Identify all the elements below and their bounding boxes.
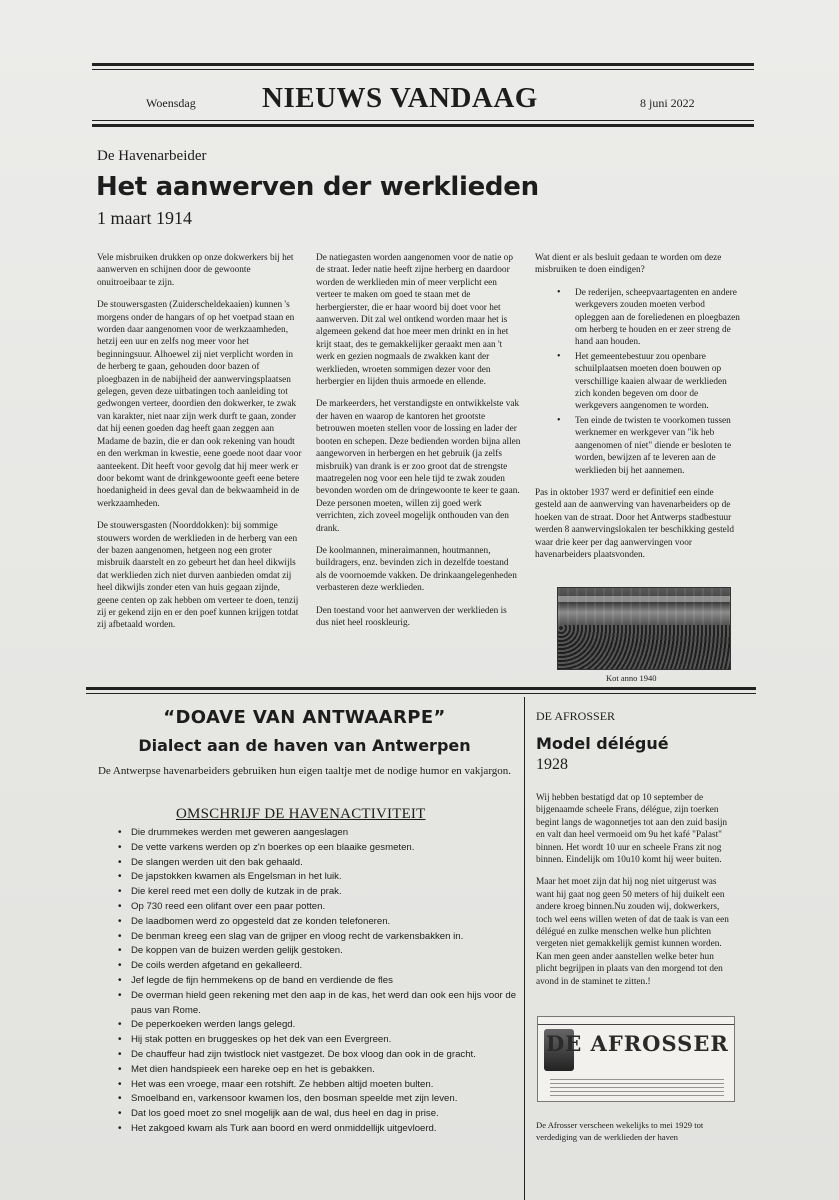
afrosser-title: Model délégué bbox=[536, 734, 669, 753]
list-item: • Hij stak potten en bruggeskes op het dek van een Evergreen. bbox=[117, 1033, 517, 1048]
masthead-date: 8 juni 2022 bbox=[640, 96, 695, 110]
article-column-1 bbox=[97, 252, 302, 642]
list-item: • De vette varkens werden op z'n boerkes op een blaaike gesmeten. bbox=[117, 841, 517, 856]
article-section: De Havenarbeider bbox=[97, 148, 207, 164]
list-item: • De slangen werden uit den bak gehaald. bbox=[117, 856, 517, 871]
section-rule-thin bbox=[86, 693, 756, 694]
afrosser-label: DE AFROSSER bbox=[536, 709, 616, 723]
logo-lettering: DE AFROSSER bbox=[546, 1031, 729, 1056]
logo-fine-print bbox=[550, 1079, 724, 1097]
conclusion-list bbox=[535, 287, 741, 477]
article-headline: Het aanwerven der werklieden bbox=[96, 172, 539, 202]
list-item: • Het zakgoed kwam als Turk aan boord en werd onmiddellijk uitgevloerd. bbox=[117, 1122, 517, 1137]
list-item: • Ten einde de twisten te voorkomen tussen werknemer en werkgever van "ik heb aangenomen of niet" diende er besloten te worden, bewijzen af te leveren aan de werklieden bij het aannemen. bbox=[535, 415, 741, 477]
list-item: • Het was een vroege, maar een rotshift. Ze hebben altijd moeten bulten. bbox=[117, 1078, 517, 1093]
list-item: • Smoelband en, varkensoor kwamen los, den bosman speelde met zijn leven. bbox=[117, 1092, 517, 1107]
paragraph: Wat dient er als besluit gedaan te worden om deze misbruiken te doen eindigen? bbox=[535, 253, 722, 276]
masthead-title: NIEUWS VANDAAG bbox=[262, 82, 538, 114]
warehouse-photo bbox=[557, 587, 731, 670]
article-date: 1 maart 1914 bbox=[97, 208, 192, 228]
list-item: • De japstokken kwamen als Engelsman in het luik. bbox=[117, 870, 517, 885]
afrosser-year: 1928 bbox=[536, 756, 568, 773]
list-item: • De laadbomen werd zo opgesteld dat ze konden telefoneren. bbox=[117, 915, 517, 930]
paragraph: Pas in oktober 1937 werd er definitief een einde gesteld aan de aanwerving van havenarbeiders op de hoeken van de straat. Door het Antwerps stadbestuur werden 8 aanwervingslokalen ter beschikking gesteld waar drie keer per dag aanwervingen voor havenarbeiders plaatsvonden. bbox=[535, 487, 735, 560]
section-rule bbox=[86, 687, 756, 690]
masthead-rule-top-thin bbox=[92, 69, 754, 70]
column-divider bbox=[524, 697, 525, 1200]
list-item: • De benman kreeg een slag van de grijper en vloog recht de varkensbakken in. bbox=[117, 930, 517, 945]
list-item: • De koppen van de buizen werden gelijk gestoken. bbox=[117, 944, 517, 959]
list-item: • Het gemeentebestuur zou openbare schuilplaatsen moeten doen bouwen op verschillige kaaien alwaar de werklieden zich konden begeven om door de werkgevers aangenomen te worden. bbox=[535, 351, 741, 413]
list-item: • Jef legde de fijn hemmekens op de band en verdiende de fles bbox=[117, 974, 517, 989]
list-item: • Op 730 reed een olifant over een paar potten. bbox=[117, 900, 517, 915]
afrosser-logo-image bbox=[537, 1016, 735, 1102]
paragraph: De koolmannen, mineraimannen, houtmannen, buildragers, enz. bevinden zich in dezelfde toestand als de voornoemde vakken. De drinkaangelegenheden verbasteren deze werklieden. bbox=[316, 545, 517, 594]
list-item: • De chauffeur had zijn twistlock niet vastgezet. De box vloog dan ook in de gracht. bbox=[117, 1048, 517, 1063]
paragraph: Vele misbruiken drukken op onze dokwerkers bij het aanwerven en schijnen door de gewoonte onuitroeibaar te zijn. bbox=[97, 253, 294, 288]
list-item: • De overman hield geen rekening met den aap in de kas, het werd dan ook een hijs voor de paus van Rome. bbox=[117, 989, 517, 1019]
dialect-title: “DOAVE VAN ANTWAARPE” bbox=[163, 707, 446, 728]
masthead-rule-bottom-thin bbox=[92, 120, 754, 121]
list-item: • Die kerel reed met een dolly de kutzak in de prak. bbox=[117, 885, 517, 900]
list-item: • Die drummekes werden met geweren aangeslagen bbox=[117, 826, 517, 841]
list-item: • De peperkoeken werden langs gelegd. bbox=[117, 1018, 517, 1033]
list-item: • Dat los goed moet zo snel mogelijk aan de wal, dus heel en dag in prise. bbox=[117, 1107, 517, 1122]
afrosser-footer: De Afrosser verscheen wekelijks to mei 1929 tot verdediging van de werklieden der haven bbox=[536, 1120, 704, 1142]
list-item: • De coils werden afgetand en gekalleerd. bbox=[117, 959, 517, 974]
paragraph: Wij hebben bestatigd dat op 10 september de bijgenaamde scheele Frans, délégue, zijn toerken begint langs de wagonnetjes tot aan den zuid basijn en valt dan heel vermoeid om 9u het kafé "Palast" binnen. Het wordt 10 uur en scheele Frans zit nog binnen. Eindelijk om 10u10 komt hij weer buiten. bbox=[536, 793, 728, 866]
dialect-heading: OMSCHRIJF DE HAVENACTIVITEIT bbox=[176, 806, 426, 822]
list-item: • Met dien handspieek een hareke oep en het is gebakken. bbox=[117, 1063, 517, 1078]
paragraph: De stouwersgasten (Noorddokken): bij sommige stouwers worden de werklieden in de herberg van een der bazen aangenomen, hetgeen nog een groter misbruik daarstelt en zo gebeurt het dan heel dikwijls dat werklieden zich niet durven aanbieden omdat zij heel dikwijls zonder eten van huis gegaan zijnde, geene centen op zak hebben om verteer te doen, tenzij zij er gekend zijn en er den poef kunnen krijgen totdat zij afbetaald worden. bbox=[97, 521, 299, 631]
photo-caption: Kot anno 1940 bbox=[606, 673, 657, 683]
dialect-intro: De Antwerpse havenarbeiders gebruiken hun eigen taaltje met de nodige humor en vakjargon. bbox=[97, 765, 512, 777]
masthead-rule-top bbox=[92, 63, 754, 66]
paragraph: De stouwersgasten (Zuiderscheldekaaien) kunnen 's morgens onder de hangars of op het voetpad staan en worden daar aangenomen voor de werkzaamheden, hetzij een uur en zelfs nog meer voor het beginningsuur. Alhoewel zij niet verplicht worden in de herberg te gaan, gehouden door bazen of ploegbazen in de nabijheid der aanwervingsplaatsen gelegen, geven deze uitbatingen toch aanleiding tot gedwongen verteer, doordien den dokwerker, te zwak van karakter, niet naar zijn werk durft te gaan, zonder dat hij eenen goeden dag heeft gaan zeggen aan Madame de bazin, die er dan ook rekening van houdt en den werkman in kwestie, eene goede noot daar voor aanteekent. Dit heeft voor gevolg dat hij meer werk er door bekomt want de drinkgewoonte geeft eene betere hoedanigheid in dees geval dan de bekwaamheid in de werkzaamheden. bbox=[97, 300, 302, 509]
article-column-3 bbox=[535, 252, 741, 571]
article-column-2 bbox=[316, 252, 521, 639]
paragraph: De markeerders, het verstandigste en ontwikkelste vak der haven en waarop de kantoren het grootste betrouwen moeten stellen voor de lossing en lader der booten en schepen. Deze bedienden worden bijna allen aangeworven in herbergen en het gebruik (ja zelfs misbruik) van drank is er zoo groot dat de strengste maatregelen nog voor een hele tijd te zwak zouden bevonden worden om de dringewoonte te keer te gaan. Deze personen moeten, willen zij goed werk verrichten, zich zoveel mogelijk onthouden van den drank. bbox=[316, 399, 521, 534]
logo-header-band bbox=[538, 1017, 734, 1025]
afrosser-column bbox=[536, 792, 736, 998]
paragraph: Maar het moet zijn dat hij nog niet uitgerust was want hij gaat nog geen 50 meters of hij duikelt een andere kroeg binnen.Nu zouden wij, dokwerkers, toch wel eens willen weten of dat de taak is van een délégué en zulke menschen welke hun plichten vergeten niet gemakkelijk gemist kunnen worden. Kan men geen ander aanstellen welke beter hun plicht begrijpen in plaats van den morgend tot den avond in de staminet te zitten.! bbox=[536, 877, 729, 987]
list-item: • De rederijen, scheepvaartagenten en andere werkgevers zouden moeten verbod opleggen aan de foreliedenen en ploegbazen om herberg te houden en er zeer streng de hand aan houden. bbox=[535, 287, 741, 349]
dialect-list bbox=[117, 826, 517, 1137]
photo-crowd bbox=[558, 625, 730, 669]
dialect-subtitle: Dialect aan de haven van Antwerpen bbox=[138, 736, 471, 755]
paragraph: De natiegasten worden aangenomen voor de natie op de straat. Ieder natie heeft zijne herberg en daardoor worden de werklieden min of meer verplicht een verteer te maken om goed te staan met de herbergierster, die er haar woord bij doet voor het aanwerven. Dit zal wel ontkend worden maar het is algemeen gekend dat hoe meer men drinkt en in het krijt staat, des te gemakkelijker geraakt men aan 't werk en gezien nogmaals de zwakken kant der werklieden, wroeten sommigen dezer voor den herbergier en lijden thuis armoede en ellende. bbox=[316, 253, 513, 388]
masthead-rule-bottom bbox=[92, 124, 754, 127]
paragraph: Den toestand voor het aanwerven der werklieden is dus niet heel rooskleurig. bbox=[316, 605, 507, 628]
masthead-day: Woensdag bbox=[146, 96, 196, 110]
photo-roof bbox=[558, 596, 730, 602]
